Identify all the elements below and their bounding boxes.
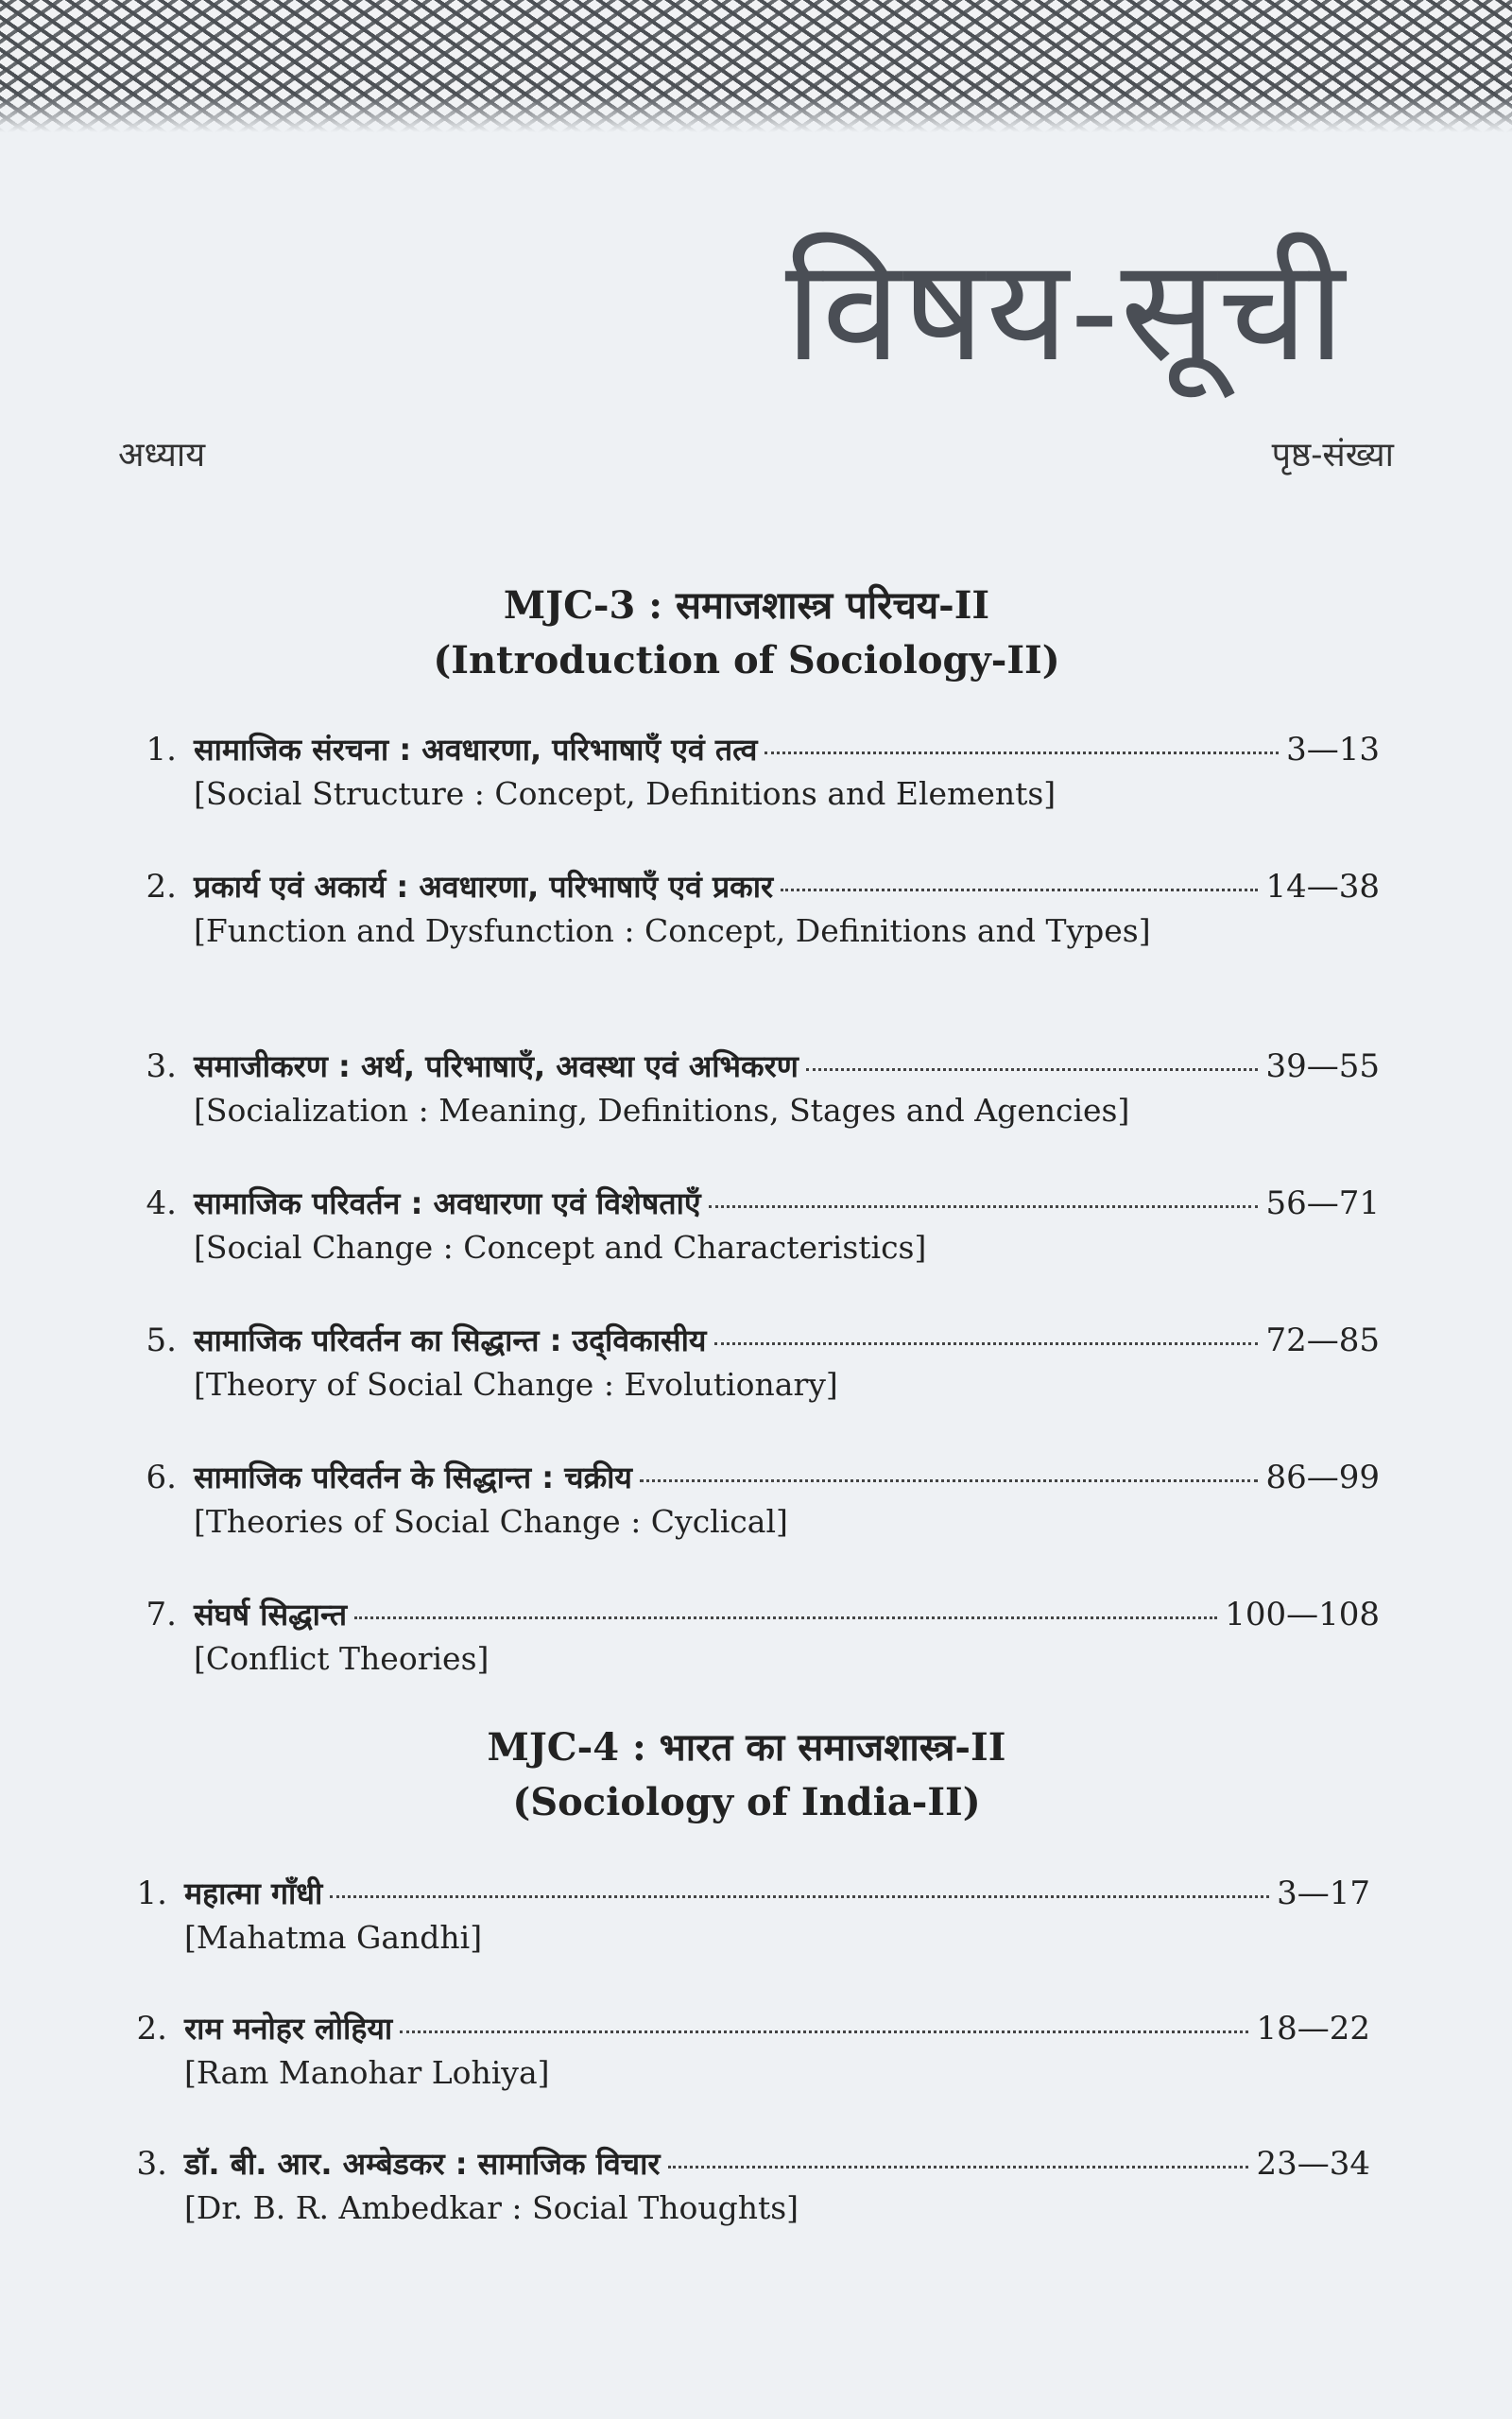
entry-english-title: [Theory of Social Change : Evolutionary] xyxy=(194,1366,838,1403)
entry-english-title: [Mahatma Gandhi] xyxy=(184,1919,483,1956)
entry-hindi-title: महात्मा गाँधी xyxy=(184,1875,323,1911)
entry-pages: 3—13 xyxy=(1286,731,1380,769)
leader-dots xyxy=(714,1341,1259,1345)
entry-pages: 14—38 xyxy=(1265,868,1380,906)
section-heading-mjc4 xyxy=(0,1720,1503,1830)
leader-dots xyxy=(330,1894,1269,1898)
entry-hindi-title: सामाजिक परिवर्तन : अवधारणा एवं विशेषताएँ xyxy=(194,1185,701,1221)
leader-dots xyxy=(781,888,1258,891)
entry-english-title: [Social Structure : Concept, Definitions and Elements] xyxy=(194,775,1057,812)
entry-number: 2. xyxy=(146,868,177,906)
toc-entry[interactable] xyxy=(123,728,1380,815)
toc-entry[interactable] xyxy=(113,2142,1370,2229)
section-subtitle: (Sociology of India-II) xyxy=(512,1780,981,1824)
leader-dots xyxy=(765,751,1279,754)
entry-english-title: [Ram Manohar Lohiya] xyxy=(184,2054,550,2091)
entry-number: 6. xyxy=(146,1459,177,1496)
entry-hindi-title: प्रकार्य एवं अकार्य : अवधारणा, परिभाषाएँ एवं प्रकार xyxy=(194,869,774,905)
entry-hindi-title: सामाजिक परिवर्तन का सिद्धान्त : उद्‌विकासीय xyxy=(194,1322,707,1358)
entry-hindi-title: सामाजिक संरचना : अवधारणा, परिभाषाएँ एवं तत्व xyxy=(194,732,758,768)
toc-entry[interactable] xyxy=(123,1456,1380,1543)
entry-pages: 72—85 xyxy=(1265,1322,1380,1359)
entry-number: 7. xyxy=(146,1596,177,1633)
leader-dots xyxy=(806,1067,1259,1071)
entry-hindi-title: राम मनोहर लोहिया xyxy=(184,2011,393,2047)
pattern-fade xyxy=(0,95,1512,132)
entry-hindi-title: संघर्ष सिद्धान्त xyxy=(194,1597,348,1633)
leader-dots xyxy=(354,1616,1217,1619)
toc-entry[interactable] xyxy=(123,1319,1380,1406)
entry-number: 1. xyxy=(136,1875,167,1912)
toc-entry[interactable] xyxy=(123,1045,1380,1132)
section-heading-mjc3 xyxy=(0,579,1503,688)
toc-entry[interactable] xyxy=(123,865,1380,952)
leader-dots xyxy=(709,1204,1259,1208)
section-title: MJC-4 : भारत का समाजशास्त्र-II xyxy=(487,1725,1006,1770)
entry-hindi-title: समाजीकरण : अर्थ, परिभाषाएँ, अवस्था एवं अभिकरण xyxy=(194,1048,799,1084)
entry-pages: 56—71 xyxy=(1265,1184,1380,1222)
entry-number: 5. xyxy=(146,1322,177,1359)
section-subtitle: (Introduction of Sociology-II) xyxy=(433,638,1060,683)
toc-entry[interactable] xyxy=(113,2007,1370,2094)
entry-number: 3. xyxy=(136,2145,167,2183)
toc-entry[interactable] xyxy=(113,1872,1370,1959)
entry-pages: 100—108 xyxy=(1225,1596,1380,1633)
entry-english-title: [Socialization : Meaning, Definitions, Stages and Agencies] xyxy=(194,1092,1130,1129)
toc-entry[interactable] xyxy=(123,1182,1380,1269)
section-title: MJC-3 : समाजशास्त्र परिचय-II xyxy=(503,583,990,628)
entry-pages: 3—17 xyxy=(1277,1875,1370,1912)
entry-number: 4. xyxy=(146,1184,177,1222)
entry-hindi-title: सामाजिक परिवर्तन के सिद्धान्त : चक्रीय xyxy=(194,1460,632,1495)
toc-entry[interactable] xyxy=(123,1593,1380,1680)
chapter-column-label: अध्याय xyxy=(118,436,206,475)
leader-dots xyxy=(400,2030,1248,2033)
entry-number: 3. xyxy=(146,1047,177,1085)
entry-hindi-title: डॉ. बी. आर. अम्बेडकर : सामाजिक विचार xyxy=(184,2146,661,2182)
entry-pages: 86—99 xyxy=(1265,1459,1380,1496)
leader-dots xyxy=(668,2165,1249,2168)
entry-number: 2. xyxy=(136,2010,167,2048)
entry-english-title: [Dr. B. R. Ambedkar : Social Thoughts] xyxy=(184,2189,799,2226)
entry-pages: 23—34 xyxy=(1256,2145,1370,2183)
page-number-column-label: पृष्ठ-संख्या xyxy=(1271,436,1394,475)
entry-english-title: [Theories of Social Change : Cyclical] xyxy=(194,1503,788,1540)
entry-english-title: [Function and Dysfunction : Concept, Definitions and Types] xyxy=(194,912,1151,949)
entry-number: 1. xyxy=(146,731,177,769)
page-title: विषय-सूची xyxy=(784,229,1347,393)
entry-english-title: [Social Change : Concept and Characteristics] xyxy=(194,1229,927,1266)
leader-dots xyxy=(640,1478,1258,1482)
entry-english-title: [Conflict Theories] xyxy=(194,1640,490,1677)
entry-pages: 39—55 xyxy=(1265,1047,1380,1085)
entry-pages: 18—22 xyxy=(1256,2010,1370,2048)
